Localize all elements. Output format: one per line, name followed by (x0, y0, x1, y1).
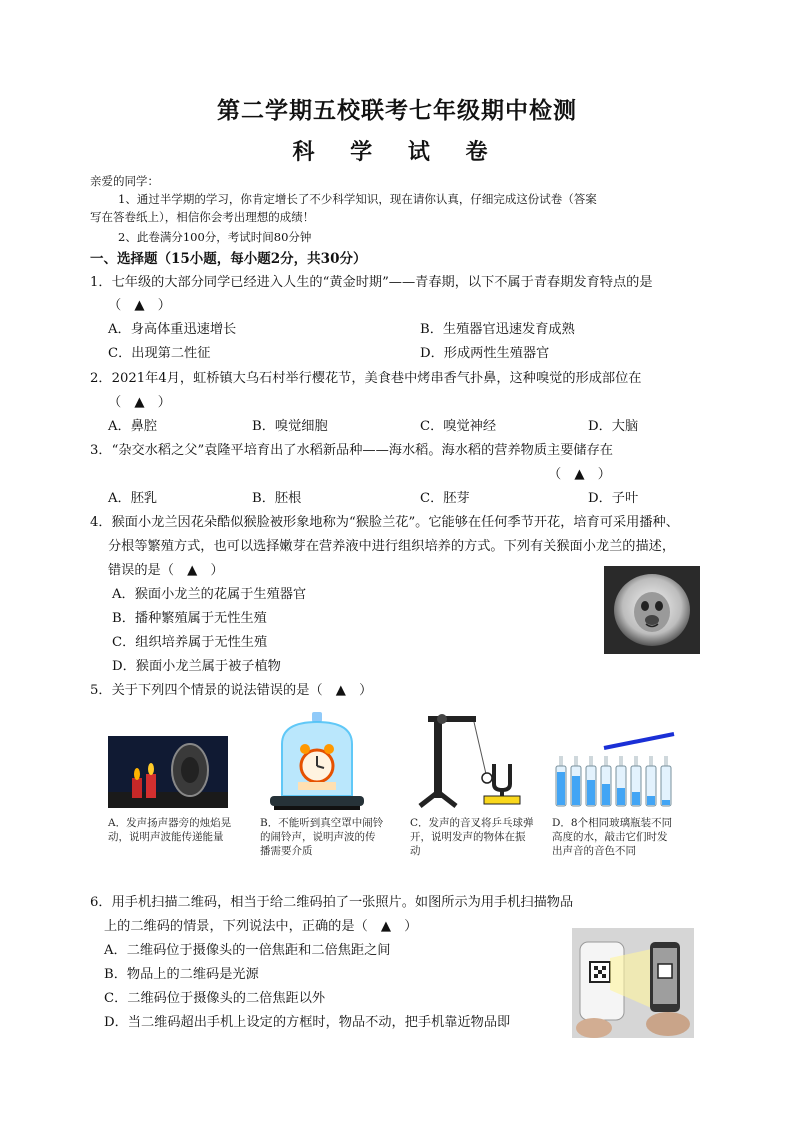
tuning-fork-image (414, 712, 524, 808)
q3-blank: （ ▲ ） (548, 467, 611, 482)
section-header: 一、选择题（15小题，每小题2分，共30分） (90, 251, 367, 267)
q1-option-b: B．生殖器官迅速发育成熟 (420, 322, 575, 337)
intro-greeting: 亲爱的同学： (90, 174, 159, 188)
q1-stem: 1．七年级的大部分同学已经进入人生的“黄金时期”——青春期，以下不属于青春期发育特点的是 (90, 275, 653, 290)
monkey-orchid-image (604, 566, 700, 654)
q4-option-b: B．播种繁殖属于无性生殖 (112, 611, 267, 626)
q4-option-d: D．猴面小龙兰属于被子植物 (112, 659, 281, 674)
q2-blank: （ ▲ ） (108, 395, 171, 410)
glass-bottles-image (552, 730, 682, 808)
q5-stem: 5．关于下列四个情景的说法错误的是（ ▲ ） (90, 683, 373, 698)
q6-option-a: A．二维码位于摄像头的一倍焦距和二倍焦距之间 (104, 943, 391, 958)
speaker-candle-image (108, 736, 228, 808)
intro-note1-cont: 写在答卷纸上），相信你会考出理想的成绩！ (90, 210, 315, 224)
q4-option-c: C．组织培养属于无性生殖 (112, 635, 268, 650)
q6-stem-line1: 6．用手机扫描二维码，相当于给二维码拍了一张照片。如图所示为用手机扫描物品 (90, 895, 574, 910)
q1-option-d: D．形成两性生殖器官 (420, 346, 550, 361)
q6-option-d: D．当二维码超出手机上设定的方框时，物品不动，把手机靠近物品即 (104, 1015, 511, 1030)
exam-title: 第二学期五校联考七年级期中检测 (217, 97, 577, 124)
q6-option-c: C．二维码位于摄像头的二倍焦距以外 (104, 991, 326, 1006)
intro-note2: 2、此卷满分100分，考试时间80分钟 (118, 230, 312, 244)
q2-option-c: C．嗅觉神经 (420, 419, 497, 434)
q2-option-b: B．嗅觉细胞 (252, 419, 328, 434)
q1-option-c: C．出现第二性征 (108, 346, 211, 361)
q2-option-a: A．鼻腔 (108, 419, 158, 434)
q5-caption-b: B．不能听到真空罩中闹铃的闹铃声，说明声波的传播需要介质 (260, 817, 384, 857)
q6-option-b: B．物品上的二维码是光源 (104, 967, 259, 982)
q1-blank: （ ▲ ） (108, 298, 171, 313)
q3-option-c: C．胚芽 (420, 491, 470, 506)
q3-option-b: B．胚根 (252, 491, 302, 506)
q5-caption-c: C．发声的音叉将乒乓球弹开，说明发声的物体在振动 (410, 817, 534, 857)
q2-option-d: D．大脑 (588, 419, 639, 434)
exam-subtitle: 科 学 试 卷 (292, 139, 502, 165)
q5-caption-d: D．8个相同玻璃瓶装不同高度的水，敲击它们时发出声音的音色不同 (552, 817, 673, 857)
q3-stem: 3．“杂交水稻之父”袁隆平培育出了水稻新品种——海水稻。海水稻的营养物质主要储存在 (90, 443, 613, 458)
q1-option-a: A．身高体重迅速增长 (108, 322, 237, 337)
q6-stem-line2: 上的二维码的情景，下列说法中，正确的是（ ▲ ） (104, 919, 418, 934)
q4-stem-line3: 错误的是（ ▲ ） (108, 563, 224, 578)
q4-stem-line2: 分根等繁殖方式，也可以选择嫩芽在营养液中进行组织培养的方式。下列有关猴面小龙兰的描述， (108, 539, 676, 554)
intro-note1: 1、通过半学期的学习，你肯定增长了不少科学知识，现在请你认真，仔细完成这份试卷（答案 (118, 192, 597, 206)
q3-option-a: A．胚乳 (108, 491, 158, 506)
q4-stem-line1: 4．猴面小龙兰因花朵酷似猴脸被形象地称为“猴脸兰花”。它能够在任何季节开花，培育可采用播种、 (90, 515, 679, 530)
q5-caption-a: A．发声扬声器旁的烛焰晃动，说明声波能传递能量 (108, 817, 232, 843)
q2-stem: 2．2021年4月，虹桥镇大乌石村举行樱花节，美食巷中烤串香气扑鼻，这种嗅觉的形成部位在 (90, 371, 642, 386)
bell-jar-clock-image (262, 710, 372, 810)
q4-option-a: A．猴面小龙兰的花属于生殖器官 (112, 587, 307, 602)
q3-option-d: D．子叶 (588, 491, 639, 506)
phone-scan-qr-image (572, 928, 694, 1038)
